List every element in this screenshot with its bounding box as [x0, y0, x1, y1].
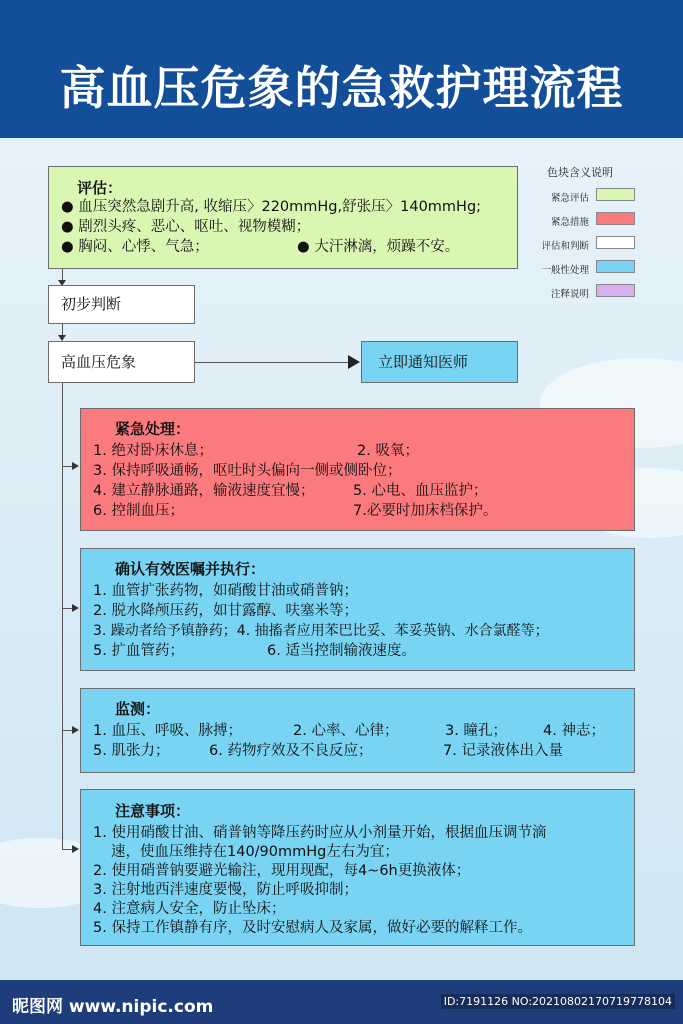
monitoring-item: 7. 记录液体出入量: [443, 743, 563, 759]
arrow-head: [72, 726, 79, 734]
assessment-line: ● 血压突然急剧升高, 收缩压〉220mmHg,舒张压〉140mmHg;: [61, 199, 482, 215]
connector-line: [62, 383, 63, 849]
header-banner: [0, 0, 683, 138]
notes-box: [80, 789, 635, 946]
crisis-box: [48, 341, 195, 383]
page-title: 高血压危象的急救护理流程: [59, 61, 624, 115]
notes-item: 4. 注意病人安全，防止坠床；: [93, 901, 286, 917]
arrow-head: [348, 355, 360, 369]
assessment-line: ● 胸闷、心悸、气急；: [61, 239, 209, 255]
legend-swatch-purple: [596, 284, 635, 297]
orders-item: 5. 扩血管药；: [93, 643, 184, 659]
monitoring-item: 3. 瞳孔；: [445, 723, 507, 739]
urgent-treatment-box: [80, 408, 635, 531]
footer-bar: [0, 980, 683, 1024]
assessment-box: [48, 166, 518, 269]
legend-swatch-blue: [596, 260, 635, 273]
legend-swatch-green: [596, 188, 635, 201]
monitoring-item: 1. 血压、呼吸、脉搏；: [93, 723, 242, 739]
notes-item: 速，使血压维持在140/90mmHg左右为宜；: [111, 844, 399, 860]
notes-item: 2. 使用硝普钠要避光输注，现用现配，每4~6h更换液体；: [93, 863, 471, 879]
assessment-line: ● 剧烈头疼、恶心、呕吐、视物模糊；: [61, 219, 311, 235]
arrow-head: [72, 845, 79, 853]
orders-heading: 确认有效医嘱并执行：: [115, 560, 266, 578]
notify-doctor-label: 立即通知医师: [378, 353, 469, 371]
legend-label: 紧急评估: [550, 193, 589, 204]
legend-label: 注释说明: [550, 289, 589, 300]
urgent-item: 1. 绝对卧床休息；: [93, 443, 213, 459]
connector-line: [195, 362, 350, 363]
orders-item: 2. 脱水降颅压药，如甘露醇、呋塞米等；: [93, 603, 358, 619]
legend-title: 色块含义说明: [547, 166, 613, 179]
urgent-item: 2. 吸氧；: [357, 443, 419, 459]
urgent-item: 6. 控制血压；: [93, 503, 184, 519]
legend-swatch-red: [596, 212, 635, 225]
monitoring-item: 4. 神志；: [543, 723, 605, 739]
legend-label: 评估和判断: [541, 241, 589, 252]
urgent-item: 7.必要时加床档保护。: [353, 503, 498, 519]
assessment-line: ● 大汗淋漓，烦躁不安。: [297, 239, 460, 255]
monitoring-item: 6. 药物疗效及不良反应；: [209, 743, 373, 759]
legend-label: 一般性处理: [541, 265, 589, 276]
notes-item: 3. 注射地西泮速度要慢，防止呼吸抑制；: [93, 882, 358, 898]
initial-judgment-box: [48, 285, 195, 324]
urgent-item: 5. 心电、血压监护；: [353, 483, 488, 499]
watermark-logo: 昵图网 www.nipic.com: [12, 997, 214, 1017]
monitoring-item: 2. 心率、心律；: [293, 723, 399, 739]
arrow-head: [72, 462, 79, 470]
monitoring-item: 5. 肌张力；: [93, 743, 170, 759]
arrow-head: [72, 604, 79, 612]
orders-item: 1. 血管扩张药物，如硝酸甘油或硝普钠；: [93, 583, 358, 599]
orders-box: [80, 548, 635, 671]
assessment-heading: 评估：: [77, 179, 123, 197]
urgent-item: 3. 保持呼吸通畅，呕吐时头偏向一侧或侧卧位；: [93, 463, 402, 479]
notify-doctor-box: [361, 341, 518, 383]
orders-item: 3. 躁动者给予镇静药；4. 抽搐者应用苯巴比妥、苯妥英钠、水合氯醛等；: [93, 623, 549, 639]
monitoring-heading: 监测：: [115, 700, 161, 718]
notes-item: 1. 使用硝酸甘油、硝普钠等降压药时应从小剂量开始，根据血压调节滴: [93, 825, 547, 841]
initial-judgment-label: 初步判断: [61, 295, 122, 313]
legend-label: 紧急措施: [550, 217, 589, 228]
urgent-item: 4. 建立静脉通路，输液速度宜慢；: [93, 483, 315, 499]
crisis-label: 高血压危象: [61, 353, 137, 371]
notes-item: 5. 保持工作镇静有序，及时安慰病人及家属，做好必要的解释工作。: [93, 920, 532, 936]
legend-swatch-white: [596, 236, 635, 249]
image-id-label: ID:7191126 NO:20210802170719778104: [441, 994, 675, 1009]
monitoring-box: [80, 688, 635, 773]
orders-item: 6. 适当控制输液速度。: [267, 643, 416, 659]
urgent-heading: 紧急处理：: [115, 420, 191, 438]
notes-heading: 注意事项：: [115, 802, 191, 820]
